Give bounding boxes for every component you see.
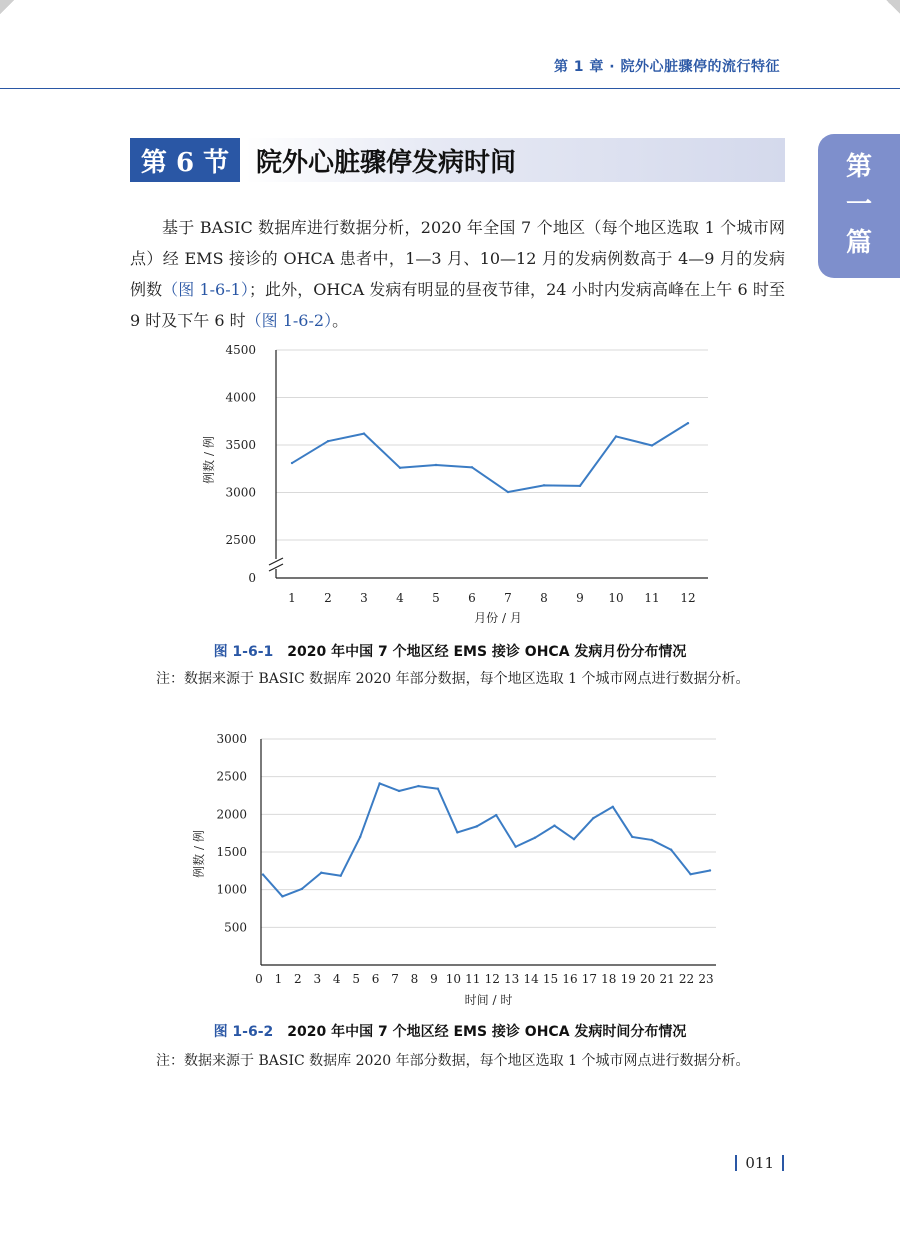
data-point — [399, 467, 401, 469]
data-point — [592, 817, 594, 819]
x-tick-label: 12 — [680, 591, 696, 605]
x-tick-label: 9 — [430, 972, 438, 986]
running-header: 第 1 章 · 院外心脏骤停的流行特征 — [553, 59, 780, 75]
data-point — [670, 849, 672, 851]
chapter-tab-line3: 篇 — [845, 227, 872, 258]
x-tick-label: 19 — [620, 972, 636, 986]
data-point — [471, 466, 473, 468]
x-tick-label: 4 — [332, 972, 341, 986]
figure2-number: 图 1-6-2 — [213, 1024, 274, 1040]
x-axis-label: 时间 / 时 — [464, 993, 513, 1007]
figure1-note: 注：数据来源于 BASIC 数据库 2020 年部分数据，每个地区选取 1 个城市网点进行数据分析。 — [156, 671, 750, 687]
data-point — [476, 825, 478, 827]
x-tick-label: 21 — [659, 972, 675, 986]
x-tick-label: 14 — [523, 972, 539, 986]
x-axis-label: 月份 / 月 — [474, 611, 522, 625]
figure-ref-2[interactable]: （图 1-6-2） — [245, 311, 333, 330]
y-tick-label: 3000 — [216, 732, 247, 746]
section-number: 第 6 节 — [130, 138, 240, 182]
data-point — [709, 869, 711, 871]
y-axis-label: 例数 / 例 — [192, 830, 206, 878]
y-tick-label: 0 — [248, 571, 256, 585]
x-tick-label: 8 — [540, 591, 548, 605]
chapter-tab-line1: 第 — [845, 152, 872, 183]
chart-monthly-svg — [0, 330, 900, 630]
page-footer — [735, 1154, 784, 1172]
x-tick-label: 0 — [255, 972, 263, 986]
chapter-tab — [818, 134, 900, 278]
section-title-band — [246, 138, 785, 182]
x-tick-label: 20 — [640, 972, 656, 986]
data-point — [651, 444, 653, 446]
figure-ref-1[interactable]: （图 1-6-1） — [162, 280, 249, 299]
x-tick-label: 6 — [371, 972, 380, 986]
page-corner-left — [0, 0, 14, 14]
x-tick-label: 3 — [360, 591, 368, 605]
data-point — [301, 888, 303, 890]
x-tick-label: 6 — [468, 591, 476, 605]
y-tick-label: 4000 — [225, 390, 256, 405]
y-tick-label: 2500 — [225, 533, 256, 547]
figure1-title: 2020 年中国 7 个地区经 EMS 接诊 OHCA 发病月份分布情况 — [287, 644, 687, 660]
data-point — [573, 838, 575, 840]
x-tick-label: 10 — [608, 591, 624, 605]
data-point — [437, 788, 439, 790]
x-tick-label: 2 — [294, 972, 302, 986]
data-point — [340, 875, 342, 877]
data-point — [262, 873, 264, 875]
data-point — [650, 839, 652, 841]
x-tick-label: 23 — [698, 972, 714, 986]
x-tick-label: 16 — [562, 972, 578, 986]
x-tick-label: 3 — [313, 972, 322, 986]
data-point — [579, 485, 581, 487]
y-tick-label: 2500 — [216, 769, 247, 784]
data-point — [281, 895, 283, 897]
x-tick-label: 15 — [542, 972, 559, 986]
y-tick-label: 1000 — [216, 882, 247, 897]
page-corner-right — [886, 0, 900, 14]
footer-bar-right — [782, 1155, 784, 1171]
y-tick-label: 4500 — [225, 343, 256, 357]
data-point — [435, 464, 437, 466]
data-point — [363, 432, 365, 434]
data-point — [378, 782, 380, 784]
body-text-part2: ；此外，OHCA 发病有明显的昼夜节律，24 小时内发病高峰在上午 6 时至 9 时及下午 6 时 — [130, 280, 785, 330]
section-heading — [130, 138, 785, 182]
series-line — [292, 423, 688, 492]
data-point — [553, 824, 555, 826]
data-point — [495, 814, 497, 816]
x-tick-label: 18 — [601, 972, 617, 986]
y-axis-label: 例数 / 例 — [202, 436, 216, 484]
chapter-tab-line2: 一 — [845, 190, 872, 221]
x-tick-label: 9 — [576, 591, 584, 605]
chart-monthly — [0, 330, 900, 630]
x-tick-label: 7 — [504, 591, 512, 605]
x-tick-label: 10 — [445, 972, 461, 986]
y-tick-label: 3500 — [225, 438, 256, 452]
data-point — [507, 491, 509, 493]
y-tick-label: 500 — [224, 920, 247, 935]
body-text-part1: 基于 BASIC 数据库进行数据分析，2020 年全国 7 个地区（每个地区选取 1 个城市网点）经 EMS 接诊的 OHCA 患者中，1—3 月、10—12 月的发病例数高于 4—9 月的发病例数 — [130, 218, 785, 299]
axis-break-mark — [269, 558, 283, 565]
x-tick-label: 5 — [432, 591, 440, 605]
y-tick-label: 2000 — [216, 807, 247, 822]
data-point — [320, 872, 322, 874]
y-tick-label: 3000 — [225, 485, 256, 500]
chart-hourly-svg — [0, 725, 900, 1015]
x-tick-label: 2 — [324, 591, 332, 605]
data-point — [615, 435, 617, 437]
x-tick-label: 8 — [410, 972, 419, 986]
data-point — [359, 836, 361, 838]
x-tick-label: 11 — [465, 972, 481, 986]
x-tick-label: 7 — [391, 972, 399, 986]
section-title: 院外心脏骤停发病时间 — [256, 147, 517, 178]
y-tick-label: 1500 — [216, 845, 247, 859]
series-line — [263, 783, 710, 896]
body-paragraph — [130, 212, 785, 336]
data-point — [398, 790, 400, 792]
figure1-caption — [0, 641, 900, 661]
x-tick-label: 12 — [484, 972, 500, 986]
chart-hourly — [0, 725, 900, 1015]
data-point — [327, 440, 329, 442]
figure2-title: 2020 年中国 7 个地区经 EMS 接诊 OHCA 发病时间分布情况 — [287, 1024, 687, 1040]
x-tick-label: 1 — [288, 591, 296, 605]
data-point — [631, 836, 633, 838]
x-tick-label: 17 — [581, 972, 598, 986]
data-point — [456, 831, 458, 833]
data-point — [543, 484, 545, 486]
x-tick-label: 1 — [274, 972, 283, 986]
data-point — [534, 836, 536, 838]
figure2-note: 注：数据来源于 BASIC 数据库 2020 年部分数据，每个地区选取 1 个城市网点进行数据分析。 — [156, 1053, 750, 1069]
data-point — [291, 462, 293, 464]
x-tick-label: 22 — [678, 972, 695, 986]
data-point — [514, 846, 516, 848]
footer-bar-left — [735, 1155, 737, 1171]
data-point — [687, 422, 689, 424]
data-point — [612, 806, 614, 808]
page-number: 011 — [745, 1154, 774, 1172]
x-tick-label: 4 — [396, 591, 404, 605]
data-point — [417, 785, 419, 787]
header-rule — [0, 88, 900, 89]
x-tick-label: 5 — [352, 972, 360, 986]
data-point — [689, 873, 691, 875]
figure1-number: 图 1-6-1 — [213, 644, 274, 660]
x-tick-label: 13 — [504, 972, 520, 986]
figure2-caption — [0, 1021, 900, 1041]
body-text-part3: 。 — [332, 311, 349, 330]
x-tick-label: 11 — [644, 591, 660, 605]
